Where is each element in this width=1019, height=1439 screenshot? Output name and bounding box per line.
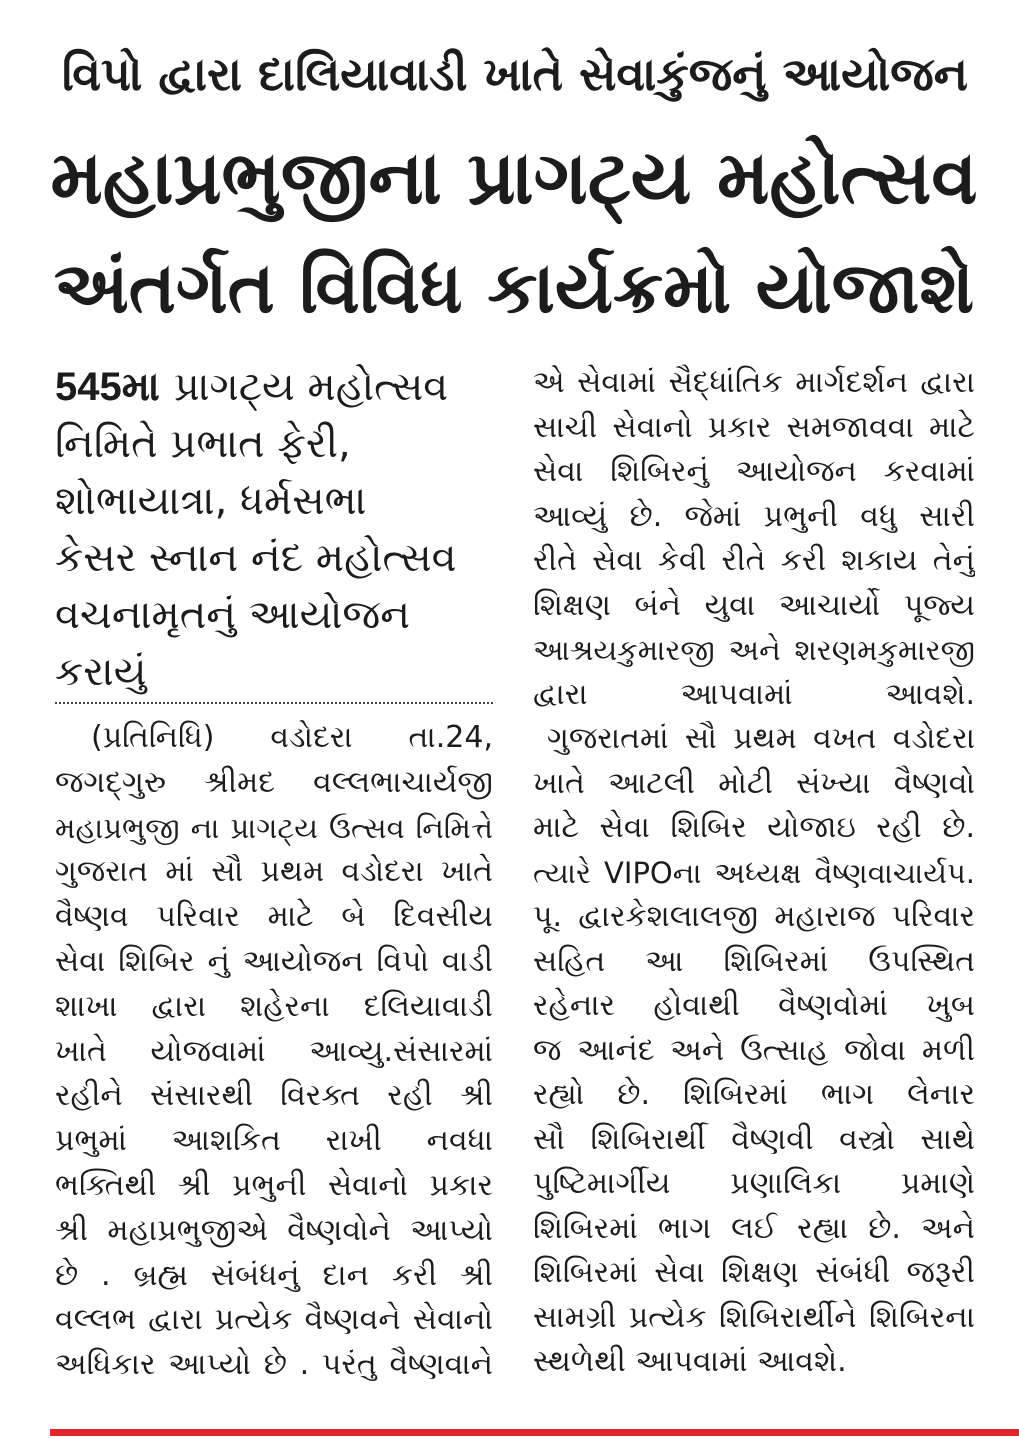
headline-line-1: મહાપ્રભુજીના પ્રાગટ્ય મહોત્સવ — [50, 135, 978, 221]
right-body-line: સામગ્રી પ્રત્યેક શિબિરાર્થીને શિબિરના — [533, 1299, 975, 1335]
left-body-line: (પ્રતિનિધિ) વડોદરા તા.24, — [91, 720, 493, 755]
subheadline-line: કરાયું — [55, 649, 147, 695]
bottom-red-rule — [50, 1429, 1019, 1436]
left-body-line: જગદ્ગુરુ શ્રીમદ વલ્લભાચાર્યજી — [55, 764, 493, 800]
left-body-line: શ્રી મહાપ્રભુજીએ વૈષ્ણવોને આપ્યો — [55, 1212, 493, 1248]
left-body-line: મહાપ્રભુજી ના પ્રાગટ્ય ઉત્સવ નિમિત્તે — [55, 810, 493, 845]
right-body-line: શિબિરમાં ભાગ લઈ રહ્યા છે. અને — [533, 1210, 975, 1246]
right-body-line: માટે સેવા શિબિર યોજાઇ રહી છે. — [533, 810, 975, 845]
subheadline-line — [55, 359, 493, 416]
subheadline — [55, 359, 493, 701]
left-body-line: છે . બ્રહ્મ સંબંધનું દાન કરી શ્રી — [55, 1257, 493, 1293]
right-body-line: પુષ્ટિમાર્ગીય પ્રણાલિકા પ્રમાણે — [533, 1166, 975, 1201]
right-body-line: એ સેવામાં સૈદ્ધાંતિક માર્ગદર્શન દ્વારા — [533, 365, 975, 400]
left-column-body — [55, 716, 493, 1388]
right-body-line: સહિત આ શિબિરમાં ઉપસ્થિત — [533, 943, 975, 979]
kicker-headline: વિપો દ્વારા દાલિયાવાડી ખાતે સેવાકુંજનું આયોજન — [61, 47, 969, 101]
left-body-line: અધિકાર આપ્યો છે . પરંતુ વૈષ્ણવાને — [55, 1347, 493, 1383]
left-body-line: ખાતે યોજવામાં આવ્યુ.સંસારમાં — [55, 1033, 493, 1069]
right-body-line: રીતે સેવા કેવી રીતે કરી શકાય તેનું — [533, 543, 975, 578]
right-body-line: ખાતે આટલી મોટી સંખ્યા વૈષ્ણવો — [533, 765, 975, 801]
right-body-line: પૂ. દ્વારકેશલાલજી મહારાજ પરિવાર — [533, 899, 975, 934]
left-body-line: ભક્તિથી શ્રી પ્રભુની સેવાનો પ્રકાર — [55, 1167, 493, 1203]
subheadline-lead-number: 545મા — [55, 365, 160, 409]
right-body-line: સેવા શિબિરનું આયોજન કરવામાં — [533, 454, 975, 489]
left-body-line: વલ્લભ દ્વારા પ્રત્યેક વૈષ્ણવને સેવાનો — [55, 1302, 493, 1338]
left-body-line: વૈષ્ણવ પરિવાર માટે બે દિવસીય — [55, 899, 493, 935]
subheadline-line: નિમિતે પ્રભાત ફેરી, — [55, 421, 351, 467]
subheadline-line: શોભાયાત્રા, ધર્મસભા — [55, 478, 367, 524]
right-body-line: રહ્યો છે. શિબિરમાં ભાગ લેનાર — [533, 1077, 975, 1112]
right-body-line: આવ્યું છે. જેમાં પ્રભુની વધુ સારી — [533, 498, 975, 534]
dotted-separator — [55, 702, 493, 704]
right-body-line: ગુજરાતમાં સૌ પ્રથમ વખત વડોદરા — [547, 721, 975, 756]
right-body-line: જ આનંદ અને ઉત્સાહ જોવા મળી — [533, 1032, 975, 1068]
right-body-line: સૌ શિબિરાર્થી વૈષ્ણવી વસ્ત્રો સાથે — [533, 1121, 975, 1157]
right-body-line: આશ્રયકુમારજી અને શરણમકુમારજી — [533, 633, 975, 667]
left-body-line: ગુજરાત માં સૌ પ્રથમ વડોદરા ખાતે — [55, 854, 493, 890]
subheadline-line: વચનામૃતનું આયોજન — [55, 592, 411, 638]
right-body-line: ત્યારે VIPOના અધ્યક્ષ વૈષ્ણવાચાર્યપ. — [533, 855, 975, 890]
right-body-line: શિબિરમાં સેવા શિક્ષણ સંબંધી જરૂરી — [533, 1255, 975, 1290]
right-body-line: સ્થળેથી આપવામાં આવશે. — [533, 1344, 847, 1379]
left-body-line: પ્રભુમાં આશકિત રાખી નવધા — [55, 1123, 493, 1159]
left-body-line: શાખા દ્વારા શહેરના દલિયાવાડી — [55, 988, 493, 1024]
right-body-line: શિક્ષણ બંને યુવા આચાર્યો પૂજ્ય — [533, 587, 975, 623]
left-body-line: રહીને સંસારથી વિરક્ત રહી શ્રી — [55, 1078, 493, 1114]
right-column-body — [533, 361, 975, 1385]
right-body-line: દ્વારા આપવામાં આવશે. — [533, 676, 975, 712]
subheadline-text: પ્રાગટ્ય મહોત્સવ — [173, 364, 449, 410]
right-body-line: રહેનાર હોવાથી વૈષ્ણવોમાં ખુબ — [533, 988, 975, 1023]
headline-line-2: અંતર્ગત વિવિધ કાર્યક્રમો યોજાશે — [53, 246, 975, 329]
left-body-line: સેવા શિબિર નું આયોજન વિપો વાડી — [55, 943, 493, 979]
right-body-line: સાચી સેવાનો પ્રકાર સમજાવવા માટે — [533, 409, 975, 445]
subheadline-line: કેસર સ્નાન નંદ મહોત્સવ — [55, 535, 457, 581]
